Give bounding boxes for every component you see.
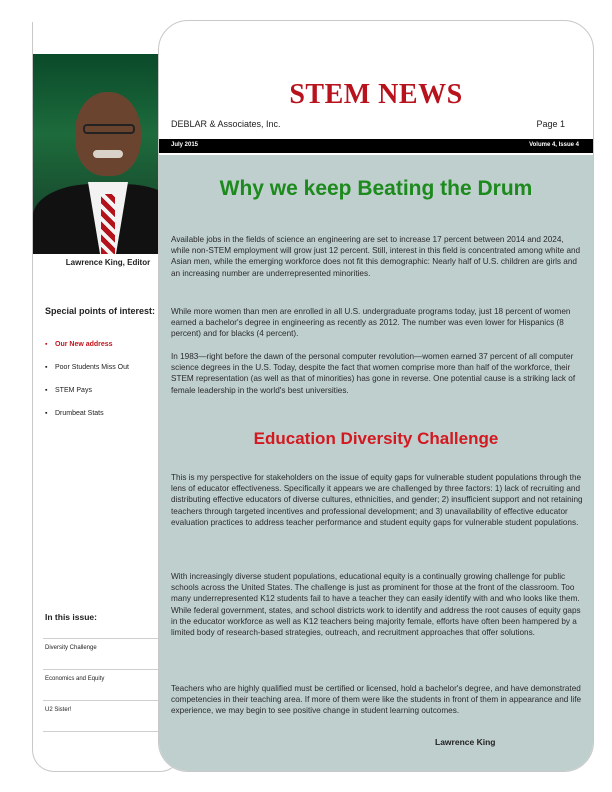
special-point-item[interactable]: ▪ STEM Pays [45, 386, 180, 395]
article1-paragraph: While more women than men are enrolled in all U.S. undergraduate programs today, just 18 percent of women earned a bachelor's degree in engineering as recently as 2012. The number was even lower for Hispanics (8 percent) and for blacks (4 percent). [171, 307, 571, 339]
main-panel [158, 20, 594, 772]
special-points-heading: Special points of interest: [45, 306, 156, 316]
editor-caption: Lawrence King, Editor [65, 258, 151, 267]
special-point-item[interactable]: ▪ Drumbeat Stats [45, 409, 180, 418]
toc-title: Economics and Equity [45, 676, 105, 682]
toc-title: U2 Sister! [45, 707, 72, 713]
editor-photo-glasses [83, 124, 135, 134]
editor-photo-head [75, 92, 141, 176]
author-signature: Lawrence King [435, 737, 496, 747]
issue-date: July 2015 [171, 142, 199, 148]
publisher-name: DEBLAR & Associates, Inc. [171, 119, 281, 129]
article-content [159, 155, 593, 772]
special-point-item[interactable]: ▪ Poor Students Miss Out [45, 363, 180, 372]
article2-paragraph: With increasingly diverse student populations, educational equity is a continually growing challenge for public schools across the United States. The challenge is just as prominent for those at the front of the classroom. Too many underrepresented K12 students fail to have a teacher they can easily identify with and who looks like them. While federal government, states, and school districts work to identify and address the root causes of equity gaps in the educator workforce as well as K12 teachers being majority female, efforts have often been hampered by a limited body of research-based strategies, outreach, and recruitment approaches that offer solutions. [171, 572, 581, 638]
article2-paragraph: This is my perspective for stakeholders on the issue of equity gaps for vulnerable student populations through the lens of educator effectiveness. Specifically it appears we are challenged by three factors: 1) lack of recruiting and distributing effective educators of diverse cultures, ethnicities, and gender; 2) insufficient support and not retaining teachers through targeted incentives and professional development; and 3) unavailability of effective educator evaluation practices to address teacher performance and student equity gaps for vulnerable student populations. [171, 473, 583, 527]
in-this-issue-heading: In this issue: [45, 612, 97, 622]
editor-photo-mustache [93, 150, 123, 158]
toc-row[interactable] [43, 700, 173, 732]
issue-bar [159, 139, 593, 153]
article1-paragraph: In 1983—right before the dawn of the personal computer revolution—women earned 37 percent of all computer science degrees in the U.S. Today, despite the fact that women comprise more than half of the workforce, their STEM representation (as well as that of minorities) has gone in reverse. One potential cause is a striking lack of female leadership in the world's best universities. [171, 352, 576, 395]
article1-headline: Why we keep Beating the Drum [219, 177, 533, 200]
special-point-item[interactable]: ▪ Our New address [45, 340, 180, 349]
table-of-contents [43, 638, 173, 732]
masthead-title: STEM NEWS [289, 79, 463, 110]
article2-headline: Education Diversity Challenge [253, 429, 499, 448]
toc-row[interactable] [43, 669, 173, 700]
toc-row[interactable] [43, 638, 173, 669]
page-number: Page 1 [536, 119, 565, 129]
article1-paragraph: Available jobs in the fields of science an engineering are set to increase 17 percent between 2014 and 2024, while non-STEM employment will grow just 12 percent. Still, interest in this field is concentrated among white and Asian men, while the emerging workforce does not fit this demographic: Nearly half of U.S. children are girls and an increasing number are underrepresented minorities. [171, 235, 581, 278]
article2-paragraph: Teachers who are highly qualified must be certified or licensed, hold a bachelor's degree, and have demonstrated competencies in their teaching area. If more of them were like the students in front of them in appearance and life experience, we may begin to see positive change in student learning outcomes. [171, 684, 582, 716]
issue-volume: Volume 4, Issue 4 [529, 142, 579, 148]
toc-title: Diversity Challenge [45, 645, 97, 651]
editor-photo-tie [101, 194, 115, 254]
